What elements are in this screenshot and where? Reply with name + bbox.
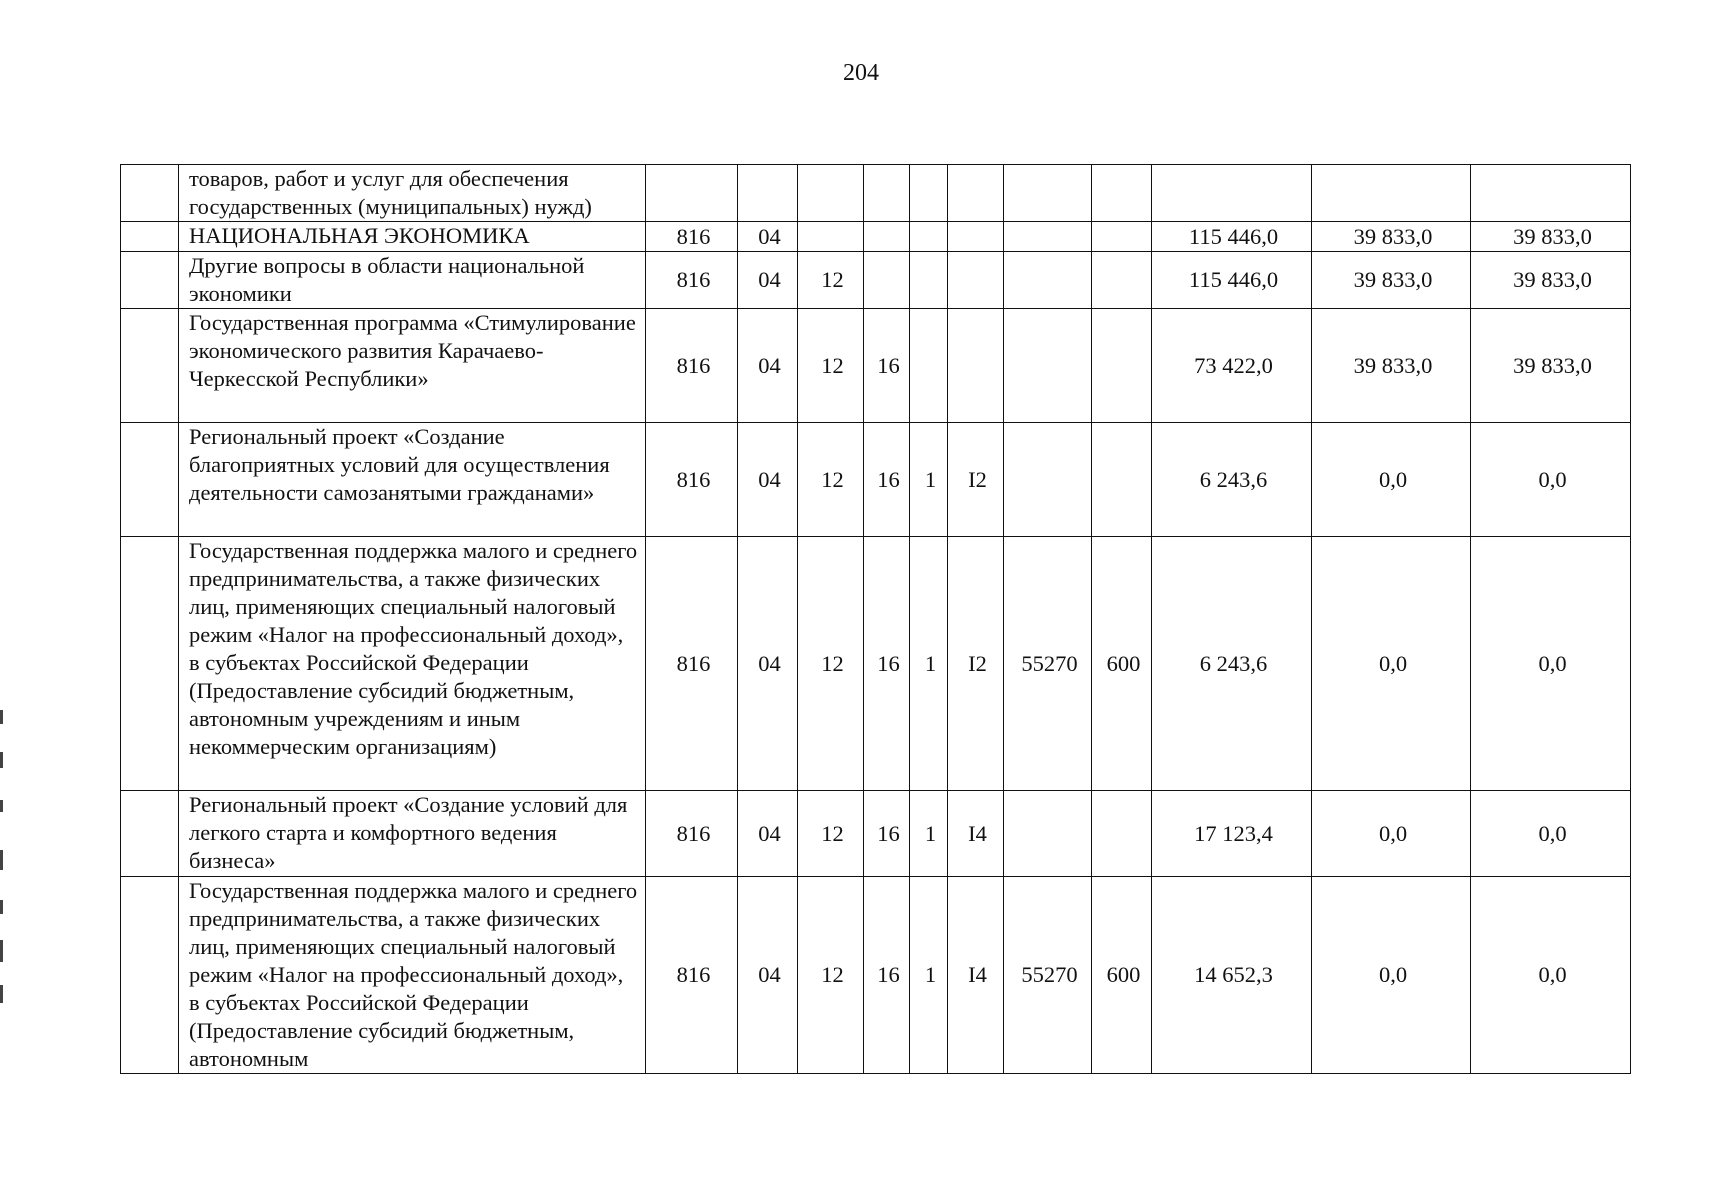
sum-year2-cell — [1312, 165, 1471, 222]
row-index-cell — [121, 252, 179, 309]
vr-cell: 600 — [1092, 537, 1152, 791]
row-index-cell — [121, 222, 179, 252]
subprogram-cell: 1 — [910, 423, 948, 537]
name-cell: Региональный проект «Создание благоприятных условий для осуществления деятельности самозанятыми гражданами» — [179, 423, 646, 537]
vr-cell — [1092, 791, 1152, 877]
rz-cell — [738, 165, 798, 222]
sum-year3-cell: 0,0 — [1471, 423, 1631, 537]
table-body — [121, 165, 1631, 1074]
row-index-cell — [121, 165, 179, 222]
project-cell: I2 — [948, 423, 1004, 537]
scan-artifact — [0, 752, 3, 768]
sum-year2-cell: 39 833,0 — [1312, 222, 1471, 252]
program-cell: 16 — [864, 423, 910, 537]
budget-table — [120, 164, 1631, 1074]
pr-cell: 12 — [798, 791, 864, 877]
sum-year2-cell: 39 833,0 — [1312, 252, 1471, 309]
direction-cell — [1004, 222, 1092, 252]
sum-year1-cell: 17 123,4 — [1152, 791, 1312, 877]
scan-artifact — [0, 850, 3, 870]
vr-cell — [1092, 423, 1152, 537]
vr-cell — [1092, 165, 1152, 222]
rz-cell: 04 — [738, 537, 798, 791]
program-cell — [864, 165, 910, 222]
project-cell — [948, 252, 1004, 309]
sum-year1-cell: 6 243,6 — [1152, 537, 1312, 791]
name-cell: НАЦИОНАЛЬНАЯ ЭКОНОМИКА — [179, 222, 646, 252]
gr-cell: 816 — [646, 877, 738, 1074]
subprogram-cell — [910, 309, 948, 423]
scan-artifact — [0, 900, 3, 914]
rz-cell: 04 — [738, 877, 798, 1074]
direction-cell — [1004, 309, 1092, 423]
sum-year2-cell: 0,0 — [1312, 423, 1471, 537]
sum-year1-cell: 14 652,3 — [1152, 877, 1312, 1074]
pr-cell: 12 — [798, 252, 864, 309]
sum-year1-cell: 73 422,0 — [1152, 309, 1312, 423]
program-cell: 16 — [864, 537, 910, 791]
rz-cell: 04 — [738, 791, 798, 877]
name-cell: Государственная программа «Стимулирование экономического развития Карачаево-Черкесской Республики» — [179, 309, 646, 423]
direction-cell — [1004, 165, 1092, 222]
table-row — [121, 791, 1631, 877]
gr-cell: 816 — [646, 791, 738, 877]
sum-year3-cell: 39 833,0 — [1471, 222, 1631, 252]
scan-artifact — [0, 710, 3, 724]
direction-cell: 55270 — [1004, 877, 1092, 1074]
row-index-cell — [121, 309, 179, 423]
direction-cell: 55270 — [1004, 537, 1092, 791]
sum-year3-cell: 0,0 — [1471, 791, 1631, 877]
rz-cell: 04 — [738, 309, 798, 423]
sum-year2-cell: 0,0 — [1312, 791, 1471, 877]
subprogram-cell: 1 — [910, 537, 948, 791]
pr-cell — [798, 222, 864, 252]
gr-cell: 816 — [646, 423, 738, 537]
project-cell — [948, 309, 1004, 423]
rz-cell: 04 — [738, 423, 798, 537]
vr-cell — [1092, 309, 1152, 423]
name-cell: Государственная поддержка малого и среднего предпринимательства, а также физических лиц, применяющих специальный налоговый режим «Налог на профессиональный доход», в субъектах Российской Федерации (Предоставление субсидий бюджетным, автономным учреждениям и иным некоммерческим организациям) — [179, 537, 646, 791]
sum-year3-cell: 39 833,0 — [1471, 309, 1631, 423]
sum-year1-cell: 115 446,0 — [1152, 252, 1312, 309]
program-cell — [864, 252, 910, 309]
pr-cell — [798, 165, 864, 222]
scan-artifact — [0, 800, 3, 812]
table-row — [121, 423, 1631, 537]
project-cell — [948, 222, 1004, 252]
program-cell: 16 — [864, 309, 910, 423]
sum-year3-cell: 0,0 — [1471, 537, 1631, 791]
scan-artifact — [0, 985, 3, 1003]
row-index-cell — [121, 537, 179, 791]
table-row — [121, 537, 1631, 791]
direction-cell — [1004, 791, 1092, 877]
pr-cell: 12 — [798, 309, 864, 423]
sum-year1-cell: 6 243,6 — [1152, 423, 1312, 537]
sum-year2-cell: 0,0 — [1312, 877, 1471, 1074]
rz-cell: 04 — [738, 222, 798, 252]
sum-year1-cell: 115 446,0 — [1152, 222, 1312, 252]
project-cell: I2 — [948, 537, 1004, 791]
table-row — [121, 165, 1631, 222]
row-index-cell — [121, 791, 179, 877]
row-index-cell — [121, 423, 179, 537]
sum-year1-cell — [1152, 165, 1312, 222]
program-cell: 16 — [864, 791, 910, 877]
project-cell — [948, 165, 1004, 222]
sum-year3-cell — [1471, 165, 1631, 222]
vr-cell — [1092, 252, 1152, 309]
gr-cell: 816 — [646, 222, 738, 252]
sum-year2-cell: 0,0 — [1312, 537, 1471, 791]
name-cell: товаров, работ и услуг для обеспечения государственных (муниципальных) нужд) — [179, 165, 646, 222]
project-cell: I4 — [948, 791, 1004, 877]
vr-cell: 600 — [1092, 877, 1152, 1074]
sum-year2-cell: 39 833,0 — [1312, 309, 1471, 423]
project-cell: I4 — [948, 877, 1004, 1074]
name-cell: Региональный проект «Создание условий для легкого старта и комфортного ведения бизнеса» — [179, 791, 646, 877]
name-cell: Другие вопросы в области национальной экономики — [179, 252, 646, 309]
gr-cell: 816 — [646, 309, 738, 423]
sum-year3-cell: 0,0 — [1471, 877, 1631, 1074]
table-row — [121, 309, 1631, 423]
table-row — [121, 877, 1631, 1074]
subprogram-cell: 1 — [910, 877, 948, 1074]
pr-cell: 12 — [798, 877, 864, 1074]
page-number: 204 — [843, 60, 879, 86]
direction-cell — [1004, 252, 1092, 309]
name-cell: Государственная поддержка малого и среднего предпринимательства, а также физических лиц, применяющих специальный налоговый режим «Налог на профессиональный доход», в субъектах Российской Федерации (Предоставление субсидий бюджетным, автономным — [179, 877, 646, 1074]
subprogram-cell — [910, 222, 948, 252]
gr-cell: 816 — [646, 252, 738, 309]
program-cell: 16 — [864, 877, 910, 1074]
direction-cell — [1004, 423, 1092, 537]
gr-cell — [646, 165, 738, 222]
program-cell — [864, 222, 910, 252]
rz-cell: 04 — [738, 252, 798, 309]
subprogram-cell — [910, 165, 948, 222]
vr-cell — [1092, 222, 1152, 252]
table-row — [121, 222, 1631, 252]
pr-cell: 12 — [798, 423, 864, 537]
pr-cell: 12 — [798, 537, 864, 791]
sum-year3-cell: 39 833,0 — [1471, 252, 1631, 309]
row-index-cell — [121, 877, 179, 1074]
table-row — [121, 252, 1631, 309]
subprogram-cell: 1 — [910, 791, 948, 877]
gr-cell: 816 — [646, 537, 738, 791]
scan-artifact — [0, 940, 3, 962]
subprogram-cell — [910, 252, 948, 309]
